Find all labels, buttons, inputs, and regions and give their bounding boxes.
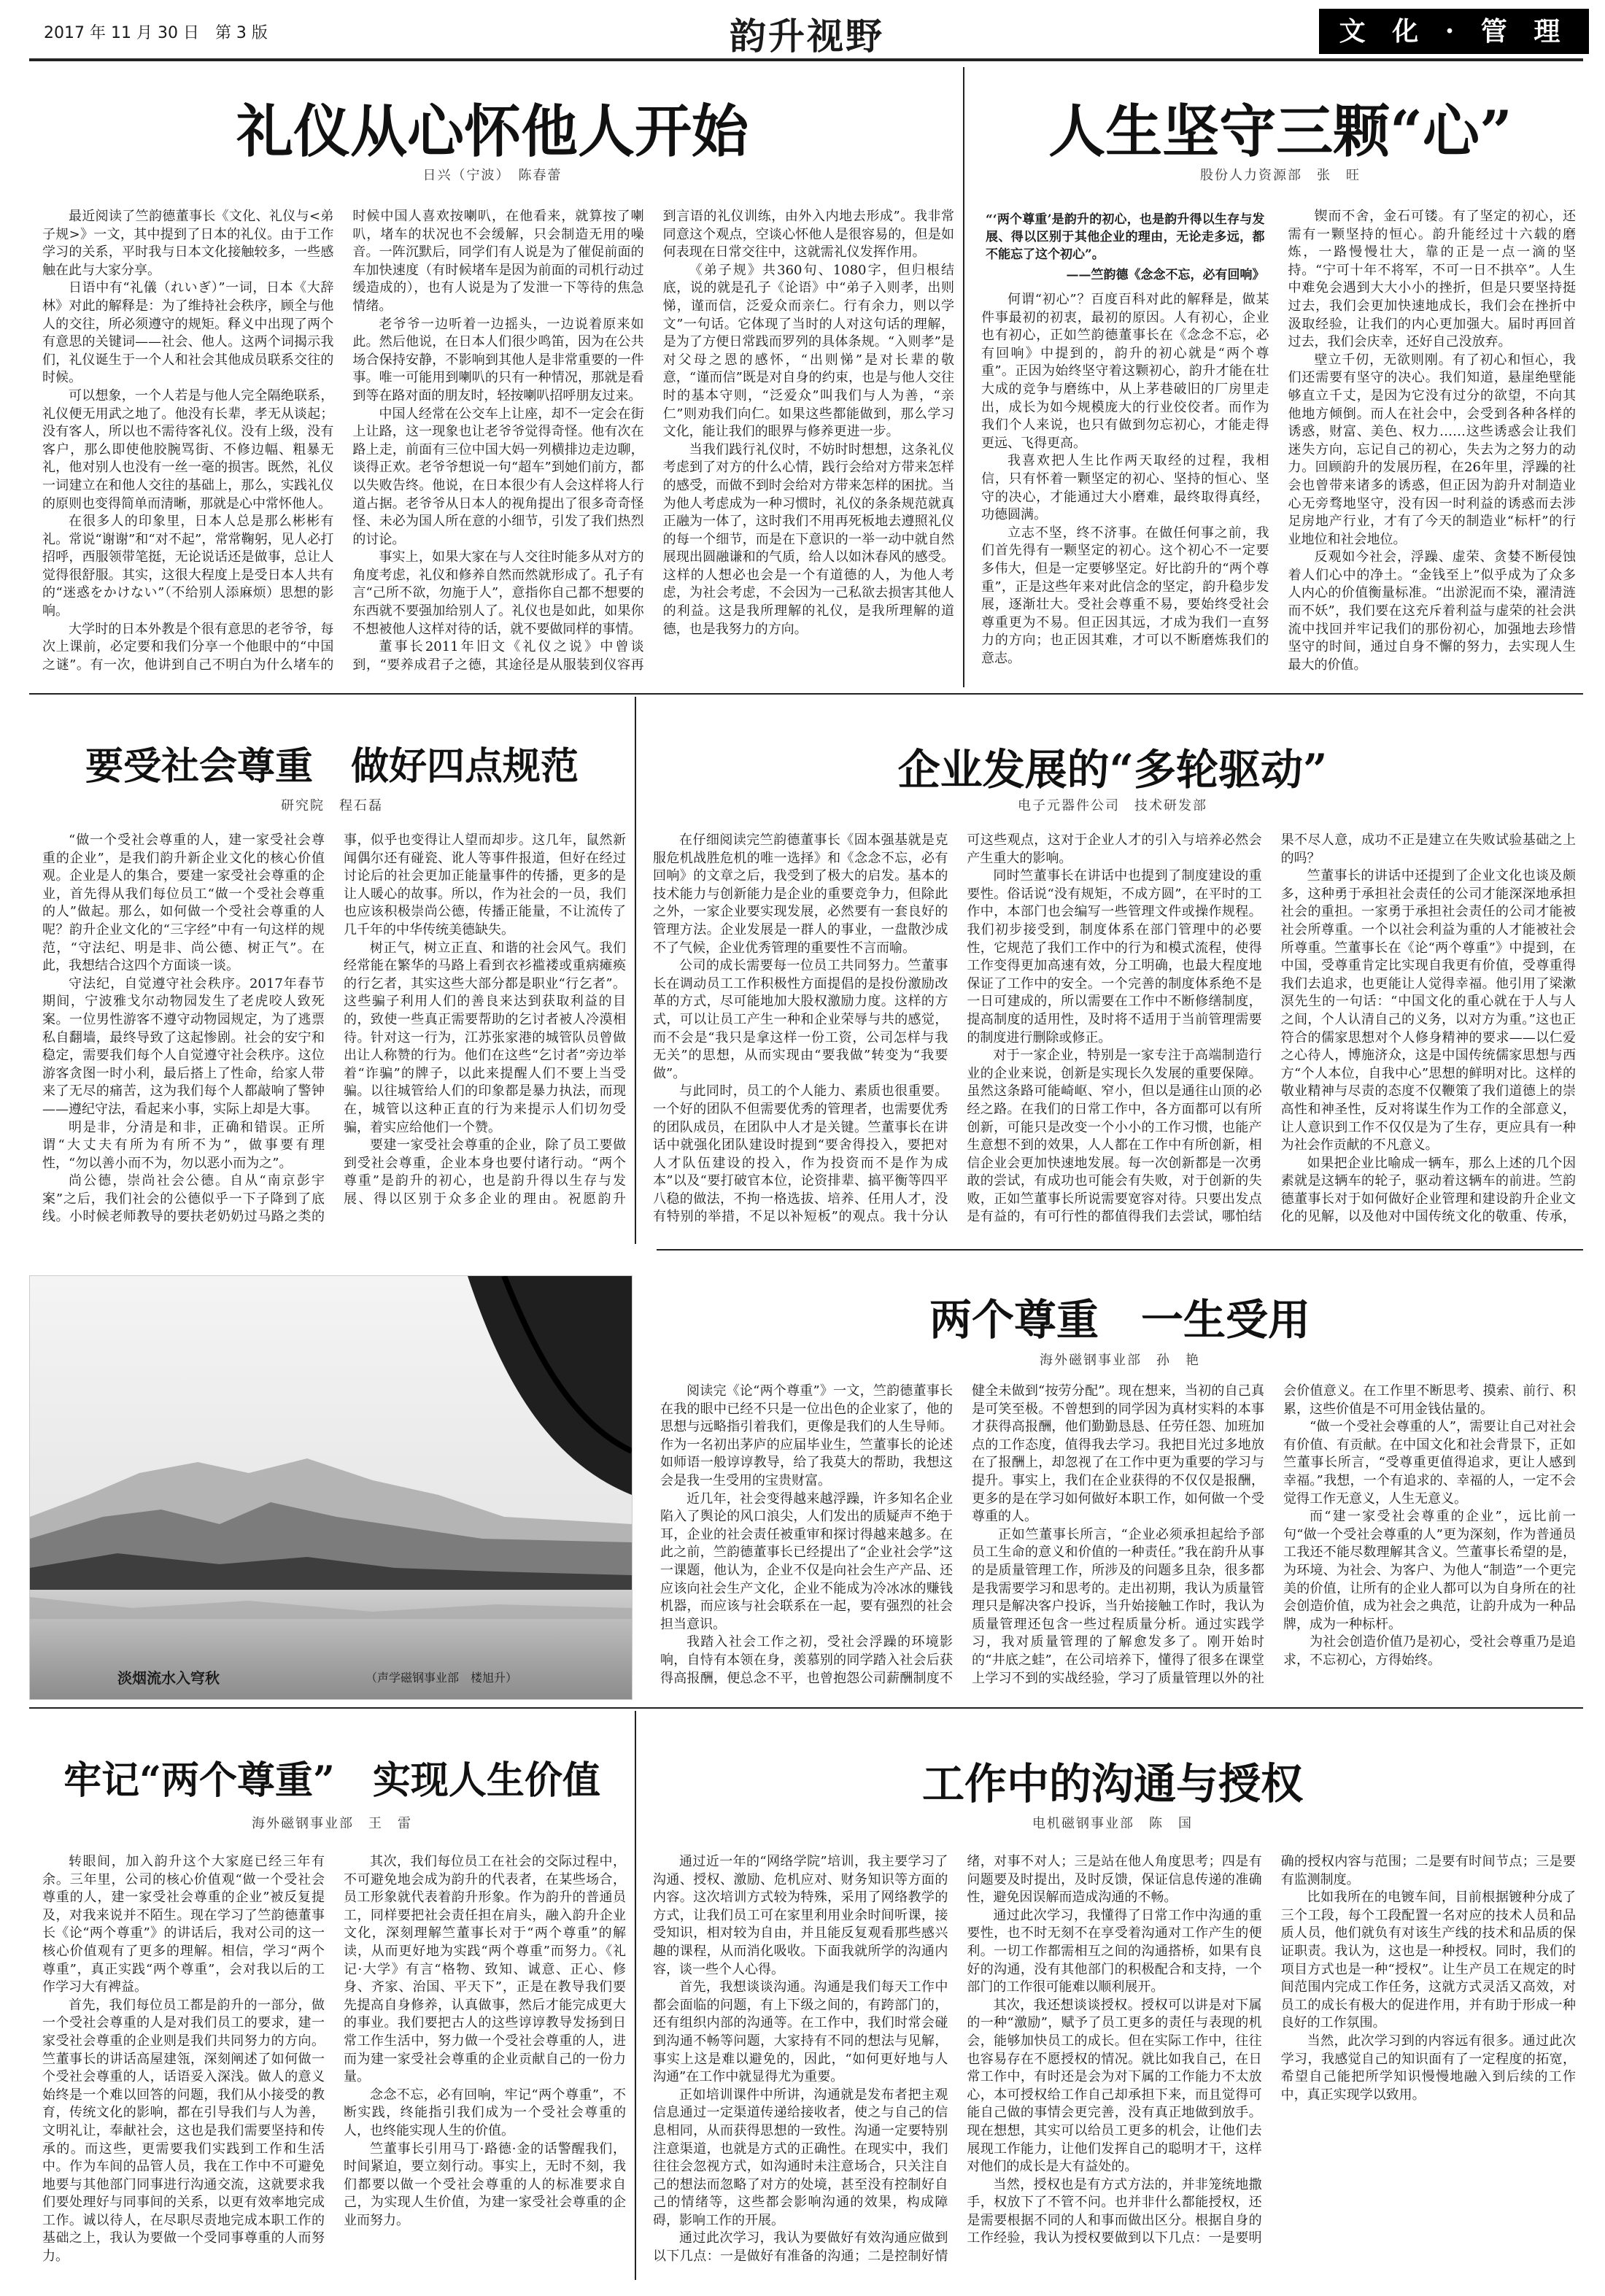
paragraph: 反观如今社会，浮躁、虚荣、贪婪不断侵蚀着人们心中的净土。“金钱至上”似乎成为了众多人内心的价值衡量标准。“出淤泥而不染，濯清涟而不妖”，我们要在这充斥着利益与虚荣的社会洪流中找回并牢记我们的那份初心，加强地去珍惜坚守的时间，通过自身不懈的努力，去实现人生最大的价值。 [1288,549,1576,673]
article-byline: 电机磁钢事业部 陈 国 [1032,1816,1193,1831]
paragraph: 念念不忘，必有回响，牢记“两个尊重”，不断实践，终能指引我们成为一个受社会尊重的人，也终能实现人生的价值。 [344,2087,626,2138]
article-byline: 日兴（宁波） 陈春蕾 [422,168,562,183]
issue-date: 2017 年 11 月 30 日 第 3 版 [44,24,268,42]
paragraph: 树正气，树立正直、和谐的社会风气。我们经常能在繁华的马路上看到衣衫褴褛或重病瘫痪的行乞者，其实这些大部分都是职业“行乞者”。这些骗子利用人们的善良来达到获取利益的目的，致使一些真正需要帮助的乞讨者被人冷漠相待。针对这一行为，江苏张家港的城管队员曾做出让人称赞的行为。他们在这些“乞讨者”旁边举着“诈骗”的牌子，以此来提醒人们不要上当受骗。以往城管给人们的印象都是暴力执法，而现在，城管以这种正直的行为来提示人们切勿受骗，着实应给他们一个赞。 [344,940,626,1135]
article-byline: 研究院 程石磊 [281,798,383,813]
paragraph: 比如我所在的电镀车间，目前根据镀种分成了三个工段，每个工段配置一名对应的技术人员和品质人员，他们就负有对该生产线的技术和品质的保证职责。我认为，这也是一种授权。同时，我们的项目方式也是一种“授权”。让生产员工在规定的时间范围内完成工作任务，这就方式灵活又高效，对员工的成长有极大的促进作用，并有助于形成一种良好的工作氛围。 [1280,1890,1576,2031]
masthead-rule [29,58,1583,61]
photo-caption: 淡烟流水入穹秋 [117,1669,220,1687]
paragraph: 我喜欢把人生比作两天取经的过程，我相信，只有怀着一颗坚定的初心、坚持的恒心、坚守的决心，才能通过大小磨难，最终取得真经，功德圆满。 [981,453,1269,523]
paragraph: 如果把企业比喻成一辆车，那么上述的几个因素就是这辆车的轮子，驱动着这辆车的前进。竺韵德董事长对于如何做好企业管理和建设韵升企业文化的见解，以及他对中国传统文化的敬重、传承， [1280,1155,1576,1225]
paragraph: 公司的成长需要每一位员工共同努力。竺董事长在调动员工工作积极性方面提倡的是投份激励改革的方式，尽可能地加大股权激励力度。这样的方式，可以让员工产生一种和企业荣辱与共的感觉，而不会是“我只是拿这样一份工资，公司怎样与我无关”的思想，从而实现由“要我做”转变为“我要做”。 [653,958,948,1081]
paragraph: 对于一家企业，特别是一家专注于高端制造行业的企业来说，创新是实现长久发展的重要保障。虽然这条路可能崎岖、窄小，但以是通往山顶的必经之路。在我们的日常工作中，各方面都可以有所创新，可能只是改变一个小小的工作习惯，也能产生意想不到的效果，人人都在工作中有所创新，相信企业会更加快速地发展。每一次创新都是一次勇敢的尝试，有成功也可能会有失败，对于创新的失败，正如竺董事长所说需要宽容对待。只要出发点是有益的，有可行性的都值得我们去尝试，哪怕结果不尽人意，成功不正是建立在失败试验基础之上的吗？ [967,832,1576,1225]
article-title: 两个尊重 一生受用 [929,1295,1310,1345]
paragraph: 通过近一年的“网络学院”培训，我主要学习了沟通、授权、激励、危机应对、财务知识等方面的内容。这次培训方式较为特殊，采用了网络教学的方式，让我们员工可在家里利用业余时间听课，接受知识，相对较为自由，并且能反复观看那些感兴趣的课程，从而消化吸收。下面我就所学的沟通内容，谈一些个人心得。 [653,1854,948,1977]
paragraph: “做一个受社会尊重的人”，需要让自己对社会有价值、有贡献。在中国文化和社会背景下，正如竺董事长所言，“受尊重更值得追求，更让人感到幸福。”我想，一个有追求的、幸福的人，一定不会觉得工作无意义，人生无意义。 [1283,1419,1576,1507]
column-divider [963,67,964,687]
paragraph: 守法纪，自觉遵守社会秩序。2017年春节期间，宁波雅戈尔动物园发生了老虎咬人致死案。一位男性游客不遵守动物园规定，为了逃票私自翻墙，最终导致了这起惨剧。社会的安宁和稳定，需要我们每个人自觉遵守社会秩序。这位游客贪图一时小利，最后搭上了性命，给家人带来了无尽的痛苦，这为我们每个人都敲响了警钟——遵纪守法，看起来小事，实际上却是大事。 [42,975,325,1117]
section-rule [29,693,1583,695]
paragraph: 与此同时，员工的个人能力、素质也很重要。一个好的团队不但需要优秀的管理者，也需要优秀的团队成员，在团队中人才是关键。竺董事长在讲话中就强化团队建设时提到“要舍得投入，要把对人才队伍建设的投入，作为投资而不是作为成本”以及“要打破官本位，论资排辈、搞平衡等四平八稳的做法，不拘一格选拔、培养、任用人才，没有特别的举措，不足以补短板”的观点。我十分认可这些观点，这对于企业人才的引入与培养必然会产生重大的影响。 [653,832,1262,1225]
article-body [42,832,626,1240]
paragraph: 当我们践行礼仪时，不妨时时想想，这条礼仪考虑到了对方的什么心情，践行会给对方带来怎样的感受，而做不到时会给对方带来怎样的困扰。当为他人考虑成为一种习惯时，礼仪的条条规范就真正融为一体了，这时我们不用再死板地去遵照礼仪的每一个细节，而是在下意识的一举一动中就自然展现出圆融谦和的气质，给人以如沐春风的感受。这样的人想必也会是一个有道德的人，为他人考虑，为社会考虑，不会因为一己私欲去损害其他人的利益。这是我所理解的礼仪，是我所理解的道德，也是我努力的方向。 [662,441,954,637]
column-divider [635,1711,636,2280]
article-title: 牢记“两个尊重” 实现人生价值 [63,1758,600,1803]
paragraph: 董事长2011年旧文《礼仪之说》中曾谈到，“要养成君子之德，其途径是从服装到仪容再到言语的礼仪训练，由外入内地去形成”。我非常同意这个观点，空谈心怀他人是很容易的，但是如何表现在日常交往中，这就需礼仪发挥作用。 [352,209,954,673]
paragraph: 壁立千仞，无欲则刚。有了初心和恒心，我们还需要有坚守的决心。我们知道，悬崖绝壁能够直立千丈，是因为它没有过分的欲望，不向其他地方倾倒。而人在社会中，会受到各种各样的诱惑，财富、美色、权力……这些诱惑会让我们迷失方向，忘记自己的初心，失去为之努力的动力。回顾韵升的发展历程，在26年里，浮躁的社会也曾带来诸多的诱惑，但正因为韵升对制造业心无旁骛地坚守，没有因一时利益的诱惑而去涉足房地产行业，才有了今天的制造业“标杆”的行业地位和社会地位。 [1288,352,1576,547]
paragraph: 何谓“初心”？百度百科对此的解释是，做某件事最初的初衷，最初的原因。人有初心，企业也有初心，正如竺韵德董事长在《念念不忘，必有回响》中提到的，韵升的初心就是“两个尊重”。正因为始终坚守着这颗初心，韵升才能在壮大成的竞争与磨练中，从上茅巷破旧的厂房里走出，成长为如今规模庞大的行业佼佼者。而作为我们个人来说，也只有做到勿忘初心，才能走得更远、飞得更高。 [981,292,1269,451]
article-body [653,1853,1576,2284]
article-title: 要受社会尊重 做好四点规范 [85,744,579,789]
article-body [981,208,1576,684]
pull-quote [981,208,1269,291]
lake-mountains-image [30,1276,632,1699]
paragraph: 首先，我想谈谈沟通。沟通是我们每天工作中都会面临的问题，有上下级之间的，有跨部门的，还有组织内部的沟通等。在工作中，我们时常会碰到沟通不畅等问题，大家持有不同的想法与见解，事实上这是难以避免的，因此，“如何更好地与人沟通”在工作中就显得尤为重要。 [653,1979,948,2085]
paragraph: 在很多人的印象里，日本人总是那么彬彬有礼。常说“谢谢”和“对不起”，常常鞠躬，见人必打招呼，西服领带笔挺，无论说话还是做事，总让人觉得很舒服。其实，这很大程度上是受日本人共有的“迷惑をかけない”（不给别人添麻烦）思想的影响。 [42,514,334,619]
paragraph: 大学时的日本外教是个很有意思的老爷爷，每次上课前，必定要和我们分享一个他眼中的“中国之谜”。有一次，他讲到自己不明白为什么堵车的时候中国人喜欢按喇叭，在他看来，就算按了喇叭，堵车的状况也不会缓解，只会制造无用的噪音。一阵沉默后，同学们有人说是为了催促前面的车加快速度（有时候堵车是因为前面的司机行动过缓造成的），也有人说是为了发泄一下等待的焦急情绪。 [42,209,644,673]
article-byline: 电子元器件公司 技术研发部 [1018,798,1207,813]
article-body [653,832,1576,1244]
paragraph: 要建一家受社会尊重的企业，除了员工要做到受社会尊重，企业本身也要付诸行动。“两个尊重”是韵升的初心，也是韵升得以生存与发展、得以区别于众多企业的理由。祝愿韵升 [344,1137,626,1207]
paragraph: 其次，我们每位员工在社会的交际过程中，不可避免地会成为韵升的代表者，在某些场合，员工形象就代表着韵升形象。作为韵升的普通员工，同样要把社会责任担在肩头，融入韵升企业文化，深刻理解竺董事长对于“两个尊重”的解读，从而更好地为实践“两个尊重”而努力。《礼记·大学》有言“格物、致知、诚意、正心、修身、齐家、治国、平天下”，正是在教导我们要先提高自身修养，认真做事，然后才能完成更大的事业。我们要把古人的这些谆谆教导发扬到日常工作生活中，努力做一个受社会尊重的人，进而为建一家受社会尊重的企业贡献自己的一份力量。 [344,1854,626,2085]
paragraph: 立志不坚，终不济事。在做任何事之前，我们首先得有一颗坚定的初心。这个初心不一定要多伟大，但是一定要够坚定。好比韵升的“两个尊重”，正是这些年来对此信念的坚定，韵升稳步发展，逐渐壮大。受社会尊重不易，要始终受社会尊重更为不易。但正因其远，才成为我们一直努力的方向；也正因其难，才可以不断磨炼我们的意志。 [981,525,1269,666]
paragraph: 同时竺董事长在讲话中也提到了制度建设的重要性。俗话说“没有规矩，不成方圆”，在平时的工作中，本部门也会编写一些管理文件或操作规程。我们初步接受到，制度体系在部门管理中的必要性，它规范了我们工作中的行为和模式流程，使得工作变得更加高速有效，分工明确，也最大程度地保证了工作中的安全。一个完善的制度体系绝不是一日可建成的，所以需要在工作中不断修缮制度，提高制度的适用性，及时将不适用于当前管理需要的制度进行删除或修正。 [967,868,1262,1045]
paragraph: 阅读完《论“两个尊重”》一文，竺韵德董事长在我的眼中已经不只是一位出色的企业家了，他的思想与远略指引着我们，更像是我们的人生导师。作为一名初出茅庐的应届毕业生，竺董事长的论述如师语一般谆谆教导，给了我莫大的帮助，我想这会是我一生受用的宝贵财富。 [660,1383,953,1488]
paragraph: “做一个受社会尊重的人，建一家受社会尊重的企业”，是我们韵升新企业文化的核心价值观。企业是人的集合，要建一家受社会尊重的企业，首先得从我们每位员工“做一个受社会尊重的人”做起。那么，如何做一个受社会尊重的人呢？韵升企业文化的“三字经”中有一句这样的规范，“守法纪、明是非、尚公德、树正气”。在此，我想结合这四个方面谈一谈。 [42,832,325,974]
paragraph: 而“建一家受社会尊重的企业”，远比前一句“做一个受社会尊重的人”更为深刻，作为普通员工我还不能尽数理解其含义。竺董事长希望的是，为环境、为社会、为客户、为他人“制造”一个更完美的价值，让所有的企业人都可以为自身所在的社会创造价值，成为社会之典范，让韵升成为一种品牌，成为一种标杆。 [1283,1509,1576,1632]
column-divider [635,697,636,1244]
article-title: 企业发展的“多轮驱动” [897,745,1328,795]
paragraph: 尚公德，崇尚社会公德。自从“南京彭宇案”之后，我们社会的公德似乎一下子降到了底线。小时候老师教导的要扶老奶奶过马路之类的事，似乎也变得让人望而却步。这几年，鼠然新闻偶尔还有碰瓷、讹人等事件报道，但好在经过讨论后的社会更加正能量事件的传播，更多的是让人暖心的故事。所以，作为社会的一员，我们也应该积极崇尚公德，传播正能量，不让流传了几千年的中华传统美德缺失。 [42,832,626,1225]
paragraph: 明是非，分清是和非，正确和错误。正所谓“大丈夫有所为有所不为”，做事要有理性，“勿以善小而不为，勿以恶小而为之”。 [42,1119,325,1171]
paragraph: 老爷爷一边听着一边摇头，一边说着原来如此。然后他说，在日本人们很少鸣笛，因为在公共场合保持安静，不影响到其他人是非常重要的一件事。唯一可能用到喇叭的只有一种情况，那就是看到等在路对面的朋友时，轻按喇叭招呼朋友过来。 [352,316,644,403]
article-body [42,208,954,684]
paragraph: 其次，我还想谈谈授权。授权可以讲是对下属的一种“激励”，赋予了员工更多的责任与表现的机会，能够加快员工的成长。但在实际工作中，往往也容易存在不愿授权的情况。就比如我自己，在日常工作中，有时还是会为对下属的工作能力不太放心，本可授权给工作自己却承担下来，而且觉得可能自己做的事情会更完善，没有真正地做到放手。现在想想，其实可以给员工更多的机会，让他们去展现工作能力，让他们发挥自己的聪明才干，这样对他们的成长是大有益处的。 [967,1997,1262,2175]
paragraph: 首先，我们每位员工都是韵升的一部分，做一个受社会尊重的人是对我们员工的要求，建一家受社会尊重的企业则是我们共同努力的方向。竺董事长的讲话高屋建瓴，深刻阐述了如何做一个受社会尊重的人，话语妥入深浅。做人的意义始终是一个难以回答的问题，我们从小接受的教育，传统文化的影响，都在引导我们与人为善，文明礼让，奉献社会，这也是我们需要坚持和传承的。而这些，更需要我们实践到工作和生活中。作为车间的品管人员，我在工作中不可避免地要与其他部门同事进行沟通交流，这就要求我们要处理好与同事间的关系，以更有效率地完成工作。诚以待人，在尽职尽责地完成本职工作的基础之上，我认为要做一个受同事尊重的人而努力。 [42,1997,325,2265]
article-byline: 股份人力资源部 张 旺 [1200,168,1361,183]
article-byline: 海外磁钢事业部 王 雷 [252,1816,412,1831]
paragraph: 正如竺董事长所言，“企业必须承担起给予部员工生命的意义和价值的一种责任。”我在韵升从事的是质量管理工作，所涉及的问题多且杂，很多都是我需要学习和思考的。走出初期，我认为质量管理只是解决客户投诉，当升始接触工作时，我认为质量管理还包含一些过程质量分析。通过实践学习，我对质量管理的了解愈发多了。刚开始时的“井底之蛙”，在公司培养下，懂得了很多在课堂上学习不到的实战经验，学习了质量管理以外的社会价值意义。在工作里不断思考、摸索、前行、积累，这些价值是不可用金钱估量的。 [972,1383,1576,1686]
paragraph: 中国人经常在公交车上让座，却不一定会在街上让路，这一现象也让老爷爷觉得奇怪。他有次在路上走，前面有三位中国大妈一列横排边走边聊，谈得正欢。老爷爷想说一句“超车”到她们前方，都以失败告终。他说，在日本很少有人会这样将人行道占据。老爷爷从日本人的视角提出了很多奇奇怪怪、未必为国人所在意的小细节，引发了我们热烈的讨论。 [352,406,644,547]
article-title: 工作中的沟通与授权 [921,1759,1303,1809]
paragraph: 为社会创造价值乃是初心，受社会尊重乃是追求，不忘初心，方得始终。 [1283,1634,1576,1668]
paragraph: 可以想象，一个人若是与他人完全隔绝联系，礼仪便无用武之地了。他没有长辈，孝无从谈起；没有客人，所以也不需待客礼仪。没有上级，没有客户，那么即使他胶腕骂街、不修边幅、粗暴无礼，他对别人也没有一丝一毫的损害。既然，礼仪一词建立在和他人交往的基础上，那么，实践礼仪的原则也变得简单而清晰，那就是心中常怀他人。 [42,387,334,511]
section-rule [657,1249,1583,1251]
paragraph: 正如培训课件中所讲，沟通就是发布者把主观信息通过一定渠道传递给接收者，使之与自己的信息相同，从而获得思想的一致性。沟通一定要特别注意渠道，也就是方式的正确性。在现实中，我们往往会忽视方式，如沟通时未注意场合，只关注自己的想法而忽略了对方的处境，甚至没有控制好自己的情绪等，这些都会影响沟通的效果，构成障碍，影响工作的开展。 [653,2087,948,2228]
paragraph: 我踏入社会工作之初，受社会浮躁的环境影响，自恃有本领在身，羡慕别的同学踏入社会后获得高报酬，便总念不平，也曾抱怨公司薪酬制度不健全未做到“按劳分配”。现在想来，当初的自己真是可笑至极。不曾想到的同学因为真材实料的本事才获得高报酬，他们勤勤恳恳、任劳任怨、加班加点的工作态度，值得我去学习。我把目光过多地放在了报酬上，却忽视了在工作中更为重要的学习与提升。事实上，我们在企业获得的不仅仅是报酬，更多的是在学习如何做好本职工作，如何做一个受尊重的人。 [660,1383,1264,1686]
paragraph: 转眼间，加入韵升这个大家庭已经三年有余。三年里，公司的核心价值观“做一个受社会尊重的人，建一家受社会尊重的企业”被反复提及，对我来说并不陌生。现在学习了竺韵德董事长《论“两个尊重”》的讲话后，我对公司的这一核心价值观有了更多的理解。相信，学习“两个尊重”，真正实践“两个尊重”，会对我以后的工作学习大有裨益。 [42,1854,325,1995]
paragraph: 在仔细阅读完竺韵德董事长《固本强基就是克服危机战胜危机的唯一选择》和《念念不忘，必有回响》的文章之后，我受到了极大的启发。基本的技术能力与创新能力是企业的重要竞争力，但除此之外，一家企业要实现发展，必然要有一套良好的管理方法。企业发展是一群人的事业，一盘散沙成不了气候，企业优秀管理的重要性不言而喻。 [653,832,948,956]
paragraph: 事实上，如果大家在与人交往时能多从对方的角度考虑，礼仪和修养自然而然就形成了。孔子有言“己所不欲，勿施于人”，意指你自己都不想要的东西就不要强加给别人了。礼仪也是如此，如果你不想被他人这样对待的话，就不要做同样的事情。 [352,549,644,637]
paragraph: 近几年，社会变得越来越浮躁，许多知名企业陷入了舆论的风口浪尖，人们发出的质疑声不绝于耳，企业的社会责任被重审和探讨得越来越多。在此之前，竺韵德董事长已经提出了“企业社会学”这一课题，他认为，企业不仅是向社会生产产品、还应该向社会生产文化，企业不能成为冷冰冰的赚钱机器，而应该与社会联系在一起，要有强烈的社会担当意识。 [660,1491,953,1632]
article-title: 人生坚守三颗“心” [1048,98,1512,165]
paragraph: 通过此次学习，我懂得了日常工作中沟通的重要性，也不时无刻不在享受着沟通对工作产生的便利。一切工作都需相互之间的沟通搭桥，如果有良好的沟通，没有其他部门的积极配合和支持，一个部门的工作很可能难以顺利展开。 [967,1907,1262,1995]
article-title: 礼仪从心怀他人开始 [236,98,749,165]
paragraph: 当然，授权也是有方式方法的，并非笼统地撒手，权放下了不管不问。也并非什么都能授权，还是需要根据不同的人和事而做出区分。根据自身的工作经验，我认为授权要做到以下几点：一是要明确的授权内容与范围；二是要有时间节点；三是要有监测制度。 [967,1854,1576,2246]
paragraph: 日语中有“礼儀（れいぎ）”一词，日本《大辞林》对此的解释是：为了维持社会秩序，顾全与他人的交往，所必须遵守的规矩。释义中出现了两个有意思的关键词——社会、他人。这两个词揭示我们，礼仪诞生于一个人和社会其他成员联系交往的时候。 [42,280,334,386]
paragraph: 通过此次学习，我认为要做好有效沟通应做到以下几点：一是做好有准备的沟通；二是控制好情绪，对事不对人；三是站在他人角度思考；四是有问题要及时提出，及时反馈，保证信息传递的准确性，避免因误解而造成沟通的不畅。 [653,1854,1262,2265]
paragraph: 《弟子规》共360句、1080字，但归根结底，说的就是孔子《论语》中“弟子入则孝，出则悌，谨而信，泛爱众而亲仁。行有余力，则以学文”一句话。它体现了当时的人对这句话的理解，是为了方便日常践而罗列的具体条规。“入则孝”是对父母之恩的感怀，“出则悌”是对长辈的敬意，“谨而信”既是对自身的约束，也是与他人交往时的基本守则，“泛爱众”叫我们与人为善，“亲仁”则劝我们向仁。如果这些都能做到，那么学习文化，能让我们的眼界与修养更进一步。 [662,262,954,440]
paragraph: 最近阅读了竺韵德董事长《文化、礼仪与<弟子规>》一文，其中提到了日本的礼仪。由于工作学习的关系，平时我与日本文化接触较多，一些感触在此与大家分享。 [42,209,334,278]
paragraph: 当然，此次学习到的内容远有很多。通过此次学习，我感觉自己的知识面有了一定程度的拓宽，希望自己能把所学知识慢慢地融入到后续的工作中，真正实现学以致用。 [1280,2033,1576,2103]
section-rule [29,1707,1583,1709]
section-banner: 文 化 · 管 理 [1319,9,1589,54]
paragraph: 竺董事长的讲话中还提到了企业文化也谈及颇多，这种勇于承担社会责任的公司才能深深地承担社会的重担。一家勇于承担社会责任的公司才能被社会所尊重。一个以社会利益为重的人才能被社会所尊重。竺董事长在《论“两个尊重”》中提到，在中国，受尊重肯定比实现自我更有价值，受尊重得我们去追求，也更能让人觉得幸福。他引用了梁漱溟先生的一句话：“中国文化的重心就在于人与人之间，个人认清自己的义务，以对方为重。”这也正符合的儒家思想对个人修身精神的要求——以仁爱之心待人，博施济众，这是中国传统儒家思想与西方“个人本位，自我中心”思想的鲜明对比。这样的敬业精神与尽责的态度不仅鞭策了我们道德上的崇高性和神圣性，反对将谋生作为工作的全部意义，让人意识到工作不仅仅是为了生存，更应具有一种为社会作贡献的不凡意义。 [1280,868,1576,1153]
pull-quote-text: “‘两个尊重’是韵升的初心，也是韵升得以生存与发展、得以区别于其他企业的理由，无论走多远，都不能忘了这个初心”。 [986,212,1265,262]
photo-credit: （声学磁钢事业部 楼旭升） [366,1671,518,1685]
article-byline: 海外磁钢事业部 孙 艳 [1040,1353,1200,1368]
newspaper-title: 韵升视野 [730,15,884,58]
landscape-photo [29,1275,633,1700]
article-body [42,1853,626,2284]
pull-quote-attribution: ——竺韵德《念念不忘，必有回响》 [1066,268,1265,282]
article-body [660,1383,1576,1696]
paragraph: 锲而不舍，金石可镂。有了坚定的初心，还需有一颗坚持的恒心。韵升能经过十六载的磨炼，一路慢慢壮大，靠的正是一点一滴的坚持。“宁可十年不将军，不可一日不拱卒”。人生中难免会遇到大大小小的挫折，但是只要坚持挺过去，我们会更加快速地成长，我们会在挫折中汲取经验，让我们的内心更加强大。届时再回首过去，我们会庆幸，还好自己没放弃。 [1288,209,1576,350]
paragraph: 竺董事长引用马丁·路德·金的话警醒我们，时间紧迫，要立刻行动。事实上，无时不刻，我们都要以做一个受社会尊重的人的标准要求自己，为实现人生价值，为建一家受社会尊重的企业而努力。 [344,2141,626,2228]
